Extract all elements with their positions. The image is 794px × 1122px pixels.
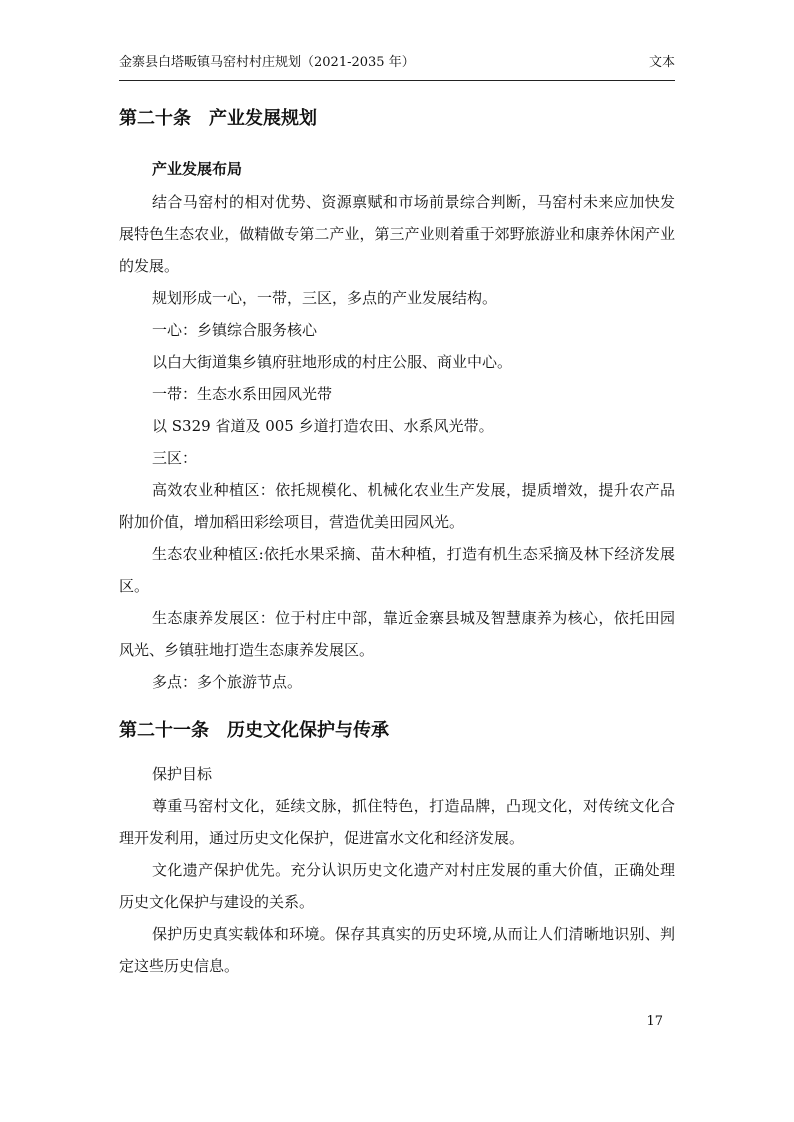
paragraph-multi-points: 多点：多个旅游节点。 <box>152 673 303 691</box>
subheading-industry-layout: 产业发展布局 <box>152 160 243 178</box>
paragraph-one-belt-desc: 以 S329 省道及 005 乡道打造农田、水系风光带。 <box>152 417 494 435</box>
paragraph-ecological-agriculture-zone: 生态农业种植区:依托水果采摘、苗木种植，打造有机生态采摘及林下经济发展区。 <box>119 545 675 595</box>
heritage-section-body <box>119 758 675 982</box>
header-document-type: 文本 <box>648 55 675 70</box>
paragraph-structure: 规划形成一心，一带，三区，多点的产业发展结构。 <box>152 289 498 307</box>
page-number: 17 <box>646 1014 663 1029</box>
paragraph-respect-culture: 尊重马窑村文化，延续文脉，抓住特色，打造品牌，凸现文化，对传统文化合理开发利用，通过历史文化保护，促进富水文化和经济发展。 <box>119 797 675 847</box>
paragraph-one-belt: 一带：生态水系田园风光带 <box>152 385 333 403</box>
paragraph-three-zones: 三区： <box>152 449 198 467</box>
header-divider <box>119 80 675 81</box>
section-title-heritage-protection: 第二十一条 历史文化保护与传承 <box>119 720 389 741</box>
section-title-industry-development: 第二十条 产业发展规划 <box>119 108 317 129</box>
paragraph-industry-overview: 结合马窑村的相对优势、资源禀赋和市场前景综合判断，马窑村未来应加快发展特色生态农业，做精做专第二产业，第三产业则着重于郊野旅游业和康养休闲产业的发展。 <box>119 193 675 275</box>
paragraph-one-core: 一心：乡镇综合服务核心 <box>152 321 318 339</box>
paragraph-protection-goal: 保护目标 <box>152 765 213 783</box>
paragraph-efficient-agriculture-zone: 高效农业种植区：依托规模化、机械化农业生产发展，提质增效，提升农产品附加价值，增加稻田彩绘项目，营造优美田园风光。 <box>119 481 675 531</box>
page-body <box>119 100 675 982</box>
industry-section-body <box>119 186 675 698</box>
header-document-title: 金寨县白塔畈镇马窑村村庄规划（2021-2035 年） <box>119 55 415 70</box>
paragraph-heritage-priority: 文化遗产保护优先。充分认识历史文化遗产对村庄发展的重大价值，正确处理历史文化保护与建设的关系。 <box>119 861 675 911</box>
paragraph-ecological-wellness-zone: 生态康养发展区：位于村庄中部，靠近金寨县城及智慧康养为核心，依托田园风光、乡镇驻地打造生态康养发展区。 <box>119 609 675 659</box>
paragraph-authentic-environment: 保护历史真实载体和环境。保存其真实的历史环境,从而让人们清晰地识别、判定这些历史信息。 <box>119 925 675 975</box>
paragraph-one-core-desc: 以白大街道集乡镇府驻地形成的村庄公服、商业中心。 <box>152 353 513 371</box>
